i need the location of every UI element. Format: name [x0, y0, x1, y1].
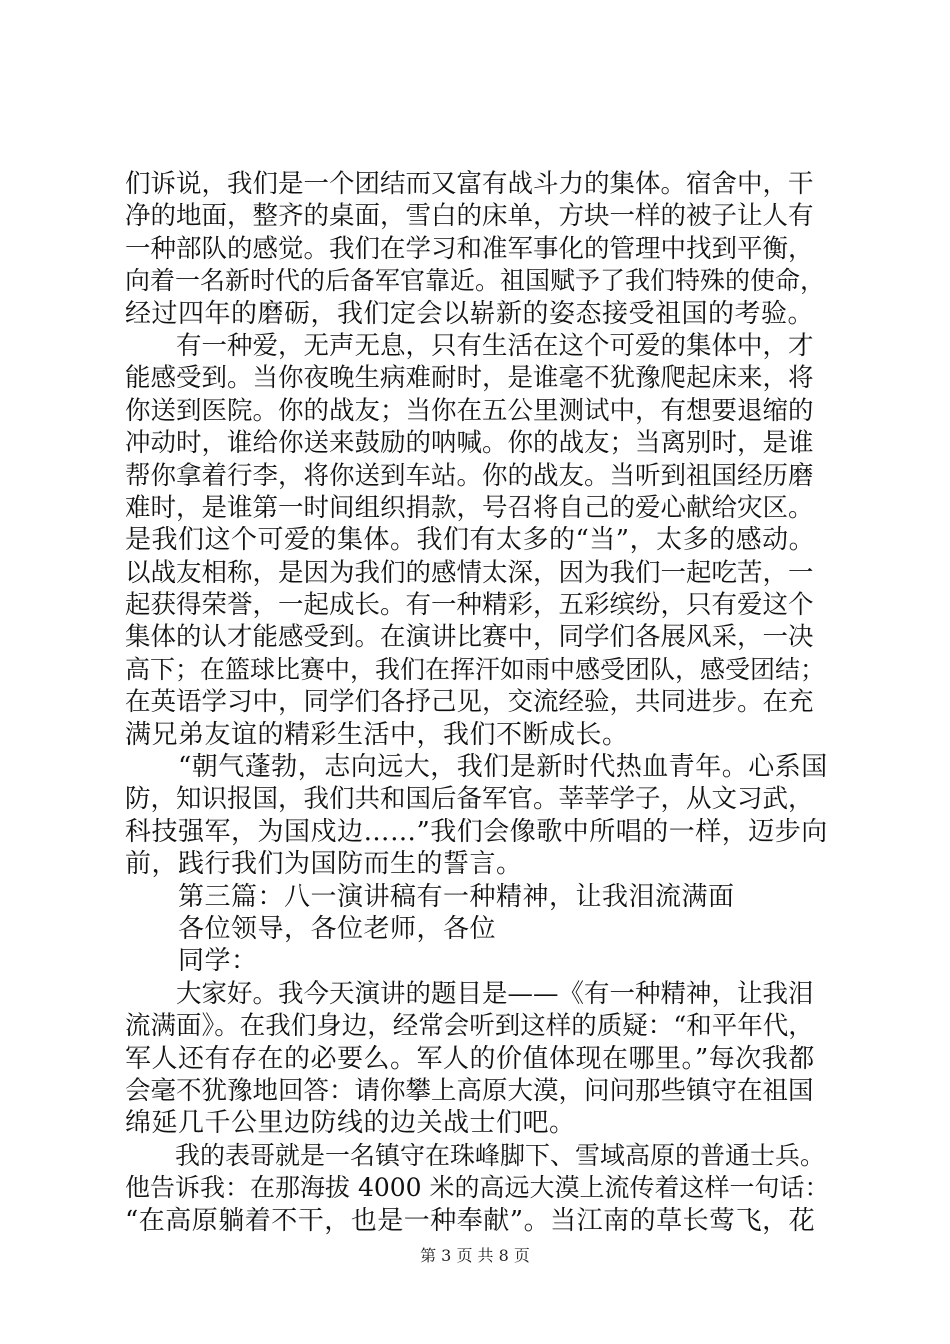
page-footer	[0, 1243, 950, 1266]
text-line: 有一种爱，无声无息，只有生活在这个可爱的集体中，才	[125, 330, 814, 361]
text-line: 绵延几千公里边防线的边关战士们吧。	[125, 1108, 576, 1139]
text-line: 我的表哥就是一名镇守在珠峰脚下、雪域高原的普通士兵。	[125, 1140, 826, 1170]
text-line: 帮你拿着行李，将你送到车站。你的战友。当听到祖国经历磨	[125, 460, 814, 491]
text-line: “朝气蓬勃，志向远大，我们是新时代热血青年。心系国	[125, 752, 828, 783]
text-line: 军人还有存在的必要么。军人的价值体现在哪里。”每次我都	[125, 1043, 815, 1074]
body-text	[125, 168, 835, 1237]
text-line: 集体的认才能感受到。在演讲比赛中，同学们各展风采，一决	[125, 622, 814, 653]
text-line: 你送到医院。你的战友；当你在五公里测试中，有想要退缩的	[125, 395, 814, 426]
text-line: 以战友相称，是因为我们的感情太深，因为我们一起吃苦，一	[125, 557, 814, 588]
text-line: 各位领导，各位老师，各位	[125, 913, 497, 944]
text-line: 流满面》。在我们身边，经常会听到这样的质疑：“和平年代，	[125, 1011, 814, 1042]
text-line: 科技强军，为国戍边……”我们会像歌中所唱的一样，迈步向	[125, 816, 828, 847]
text-line: 同学：	[125, 946, 258, 977]
text-line: 大家好。我今天演讲的题目是——《有一种精神，让我泪	[125, 978, 814, 1009]
text-line: 是我们这个可爱的集体。我们有太多的“当”，太多的感动。	[125, 525, 816, 556]
text-line: 满兄弟友谊的精彩生活中，我们不断成长。	[125, 719, 629, 750]
section-heading: 第三篇：八一演讲稿有一种精神，让我泪流满面	[125, 881, 735, 912]
text-line: 经过四年的磨砺，我们定会以崭新的姿态接受祖国的考验。	[125, 298, 815, 329]
text-line: 能感受到。当你夜晚生病难耐时，是谁毫不犹豫爬起床来，将	[125, 363, 814, 394]
text-line: “在高原躺着不干，也是一种奉献”。当江南的草长莺飞，花	[125, 1205, 816, 1236]
text-line: 净的地面，整齐的桌面，雪白的床单，方块一样的被子让人有	[125, 201, 814, 232]
text-line: 他告诉我：在那海拔 4000 米的高远大漠上流传着这样一句话：	[125, 1173, 830, 1203]
text-line: 一种部队的感觉。我们在学习和准军事化的管理中找到平衡，	[125, 233, 814, 264]
text-line: 向着一名新时代的后备军官靠近。祖国赋予了我们特殊的使命，	[125, 266, 826, 296]
page-number: 第 3 页 共 8 页	[420, 1246, 530, 1265]
text-line: 难时，是谁第一时间组织捐款，号召将自己的爱心献给灾区。	[125, 492, 814, 523]
text-line: 高下；在篮球比赛中，我们在挥汗如雨中感受团队，感受团结；	[125, 654, 826, 684]
text-line: 会毫不犹豫地回答：请你攀上高原大漠，问问那些镇守在祖国	[125, 1075, 814, 1106]
text-line: 防，知识报国，我们共和国后备军官。莘莘学子，从文习武，	[125, 784, 814, 815]
text-line: 冲动时，谁给你送来鼓励的呐喊。你的战友；当离别时，是谁	[125, 428, 814, 459]
text-line: 们诉说，我们是一个团结而又富有战斗力的集体。宿舍中，干	[125, 169, 814, 199]
text-line: 前，践行我们为国防而生的誓言。	[125, 849, 523, 880]
text-line: 起获得荣誉，一起成长。有一种精彩，五彩缤纷，只有爱这个	[125, 590, 814, 621]
text-line: 在英语学习中，同学们各抒己见，交流经验，共同进步。在充	[125, 687, 814, 718]
